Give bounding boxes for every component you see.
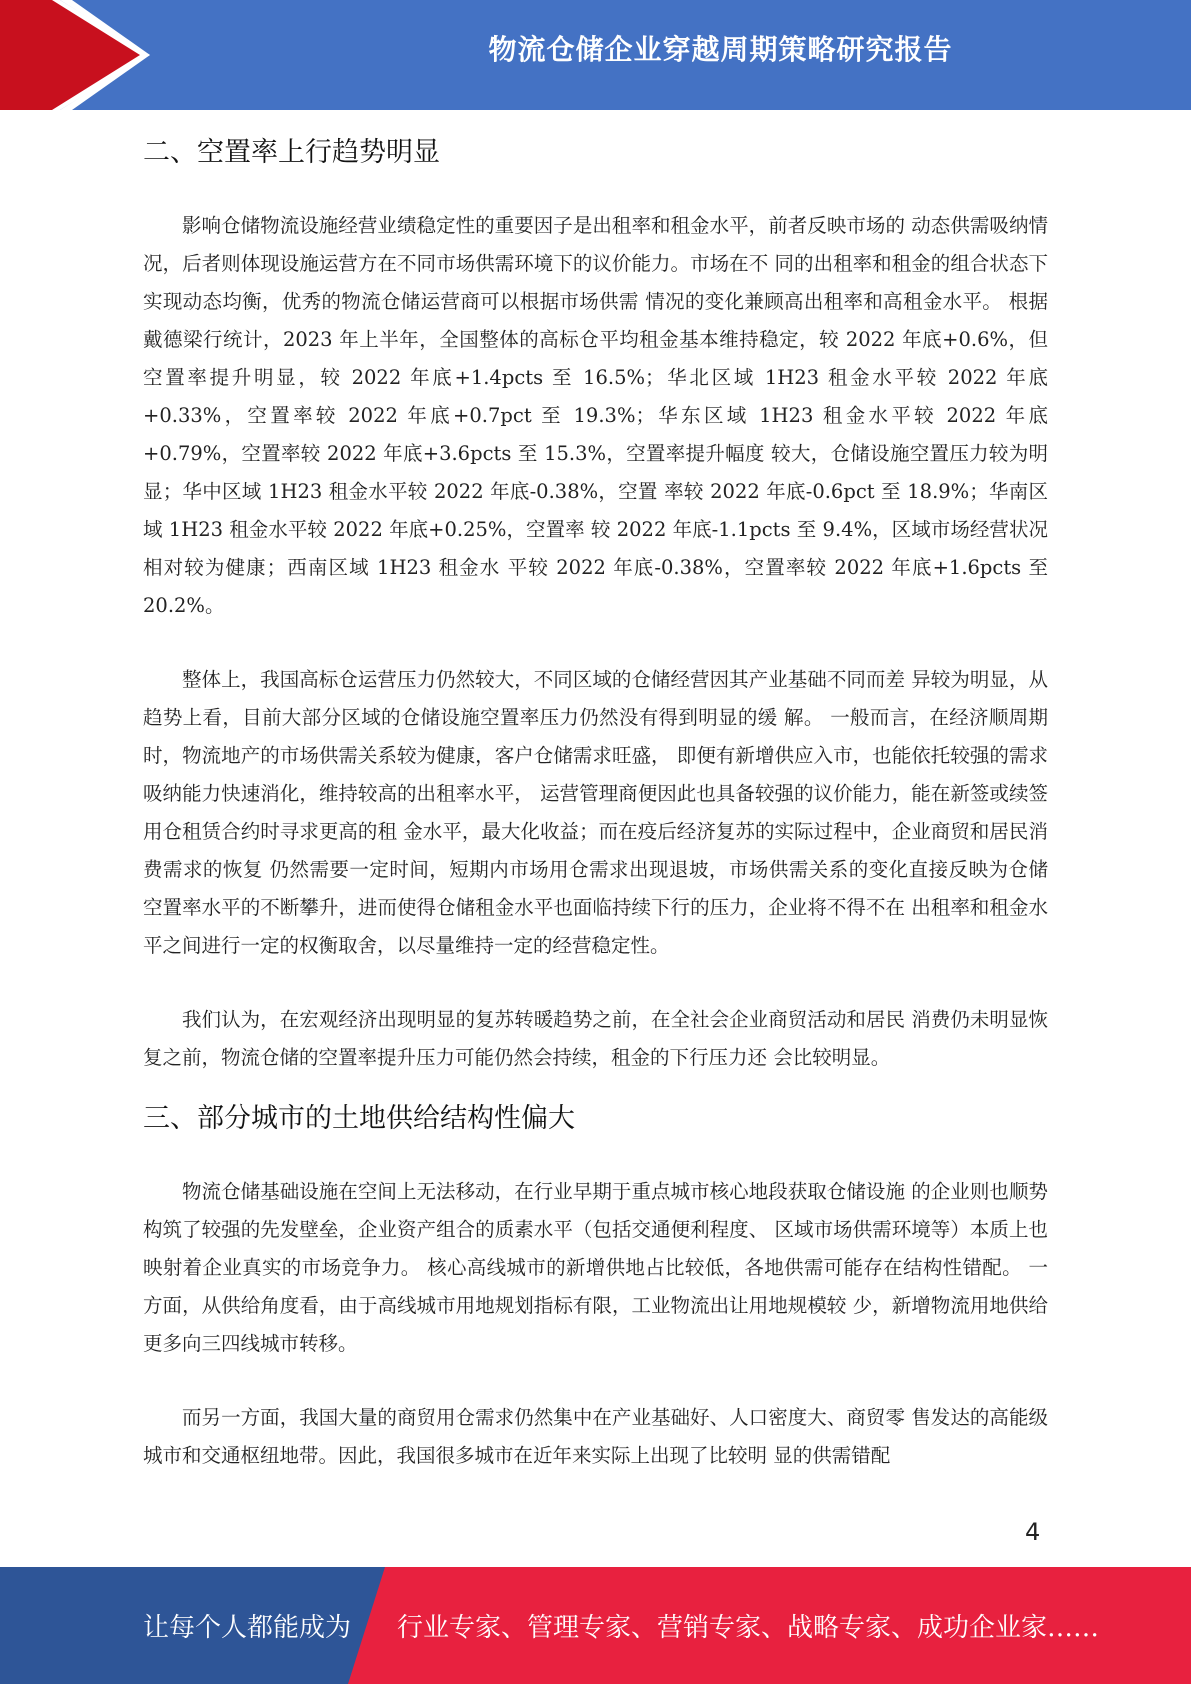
paragraph-vacancy-outlook: 我们认为，在宏观经济出现明显的复苏转暖趋势之前，在全社会企业商贸活动和居民 消费仍未明显恢复之前，物流仓储的空置率提升压力可能仍然会持续，租金的下行压力还 会比较明显。 xyxy=(143,1008,1048,1069)
paragraph-vacancy-stats: 影响仓储物流设施经营业绩稳定性的重要因子是出租率和租金水平，前者反映市场的 动态供需吸纳情况，后者则体现设施运营方在不同市场供需环境下的议价能力。市场在不 同的出租率和租金的组合状态下实现动态均衡，优秀的物流仓储运营商可以根据市场供需 情况的变化兼顾高出租率和高租金水平。 根据戴德梁行统计，2023 年上半年，全国整体的高标仓平均租金基本维持稳定，较 2022 年底+0.6%，但空置率提升明显，较 2022 年底+1.4pcts 至 16.5%；华北区域 1H23 租金水平较 2022 年底+0.33%，空置率较 2022 年底+0.7pct 至 19.3%；华东区域 1H23 租金水平较 2022 年底+0.79%，空置率较 2022 年底+3.6pcts 至 15.3%，空置率提升幅度 较大，仓储设施空置压力较为明显；华中区域 1H23 租金水平较 2022 年底-0.38%，空置 率较 2022 年底-0.6pct 至 18.9%；华南区域 1H23 租金水平较 2022 年底+0.25%，空置率 较 2022 年底-1.1pcts 至 9.4%，区域市场经营状况相对较为健康；西南区域 1H23 租金水 平较 2022 年底-0.38%，空置率较 2022 年底+1.6pcts 至 20.2%。 xyxy=(143,214,1048,617)
paragraph-demand-concentration: 而另一方面，我国大量的商贸用仓需求仍然集中在产业基础好、人口密度大、商贸零 售发达的高能级城市和交通枢纽地带。因此，我国很多城市在近年来实际上出现了比较明 显的供需错配 xyxy=(143,1406,1048,1467)
footer-slogan-right: 行业专家、管理专家、营销专家、战略专家、成功企业家…… xyxy=(397,1613,1100,1643)
page-header xyxy=(0,0,1191,110)
paragraph-vacancy-pressure: 整体上，我国高标仓运营压力仍然较大，不同区域的仓储经营因其产业基础不同而差 异较为明显，从趋势上看，目前大部分区域的仓储设施空置率压力仍然没有得到明显的缓 解。 一般而言，在经济顺周期时，物流地产的市场供需关系较为健康，客户仓储需求旺盛， 即便有新增供应入市，也能依托较强的需求吸纳能力快速消化，维持较高的出租率水平， 运营管理商便因此也具备较强的议价能力，能在新签或续签用仓租赁合约时寻求更高的租 金水平，最大化收益；而在疫后经济复苏的实际过程中，企业商贸和居民消费需求的恢复 仍然需要一定时间，短期内市场用仓需求出现退坡，市场供需关系的变化直接反映为仓储 空置率水平的不断攀升，进而使得仓储租金水平也面临持续下行的压力，企业将不得不在 出租率和租金水平之间进行一定的权衡取舍，以尽量维持一定的经营稳定性。 xyxy=(143,668,1048,957)
report-title: 物流仓储企业穿越周期策略研究报告 xyxy=(488,33,953,66)
page-number: 4 xyxy=(1025,1518,1041,1546)
footer-slogan-left: 让每个人都能成为 xyxy=(143,1613,352,1643)
page-footer xyxy=(0,1567,1191,1684)
document-body xyxy=(143,128,1048,1475)
section-heading-vacancy: 二、空置率上行趋势明显 xyxy=(143,137,440,168)
section-heading-land-supply: 三、部分城市的土地供给结构性偏大 xyxy=(143,1103,575,1134)
paragraph-land-supply: 物流仓储基础设施在空间上无法移动，在行业早期于重点城市核心地段获取仓储设施 的企业则也顺势构筑了较强的先发壁垒，企业资产组合的质素水平（包括交通便利程度、 区域市场供需环境等）本质上也映射着企业真实的市场竞争力。 核心高线城市的新增供地占比较低，各地供需可能存在结构性错配。 一方面，从供给角度看，由于高线城市用地规划指标有限，工业物流出让用地规模较 少，新增物流用地供给更多向三四线城市转移。 xyxy=(143,1180,1048,1355)
